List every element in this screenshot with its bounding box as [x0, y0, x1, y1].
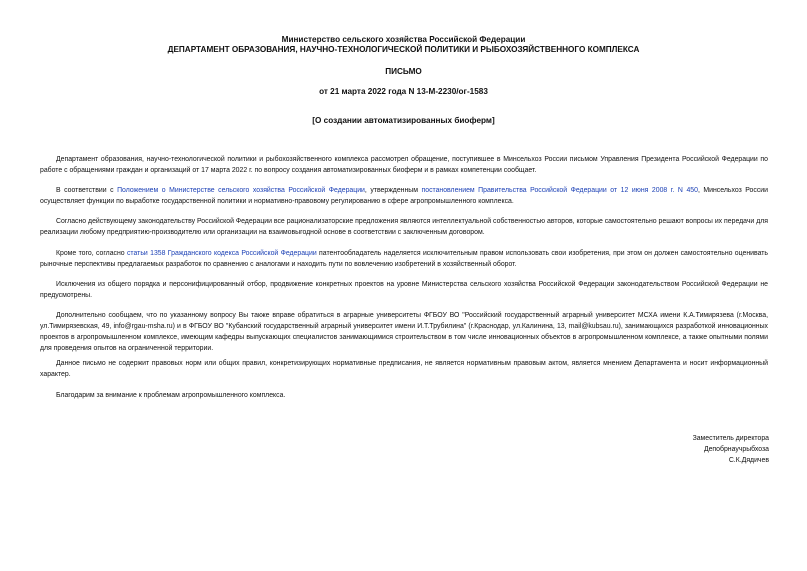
link-ministry-regulation[interactable]: Положением о Министерстве сельского хозяйства Российской Федерации: [117, 187, 365, 194]
paragraph-4-text-b: патентообладатель наделяется исключительным правом использовать свои изобретения, при этом он должен самостоятельно оценивать рыночные перспективы предлагаемых разработок по сравнению с аналогами и находить пути по вовлечению изобретений в хозяйственный оборот.: [40, 250, 769, 268]
paragraph-3: Согласно действующему законодательству Российской Федерации все рационализаторские предложения являются интеллектуальной собственностью авторов, которые самостоятельно решают вопросы их передачи для реализации любому предприятию-производителю или организации на взаимовыгодной основе в соответствии с заключенным договором.: [40, 218, 768, 236]
signature-name: С.К.Дядичев: [728, 457, 769, 464]
paragraph-7: Данное письмо не содержит правовых норм или общих правил, конкретизирующих нормативные предписания, не является нормативным правовым актом, является мнением Департамента и носит информационный характер.: [40, 360, 768, 378]
document-subject: [О создании автоматизированных биоферм]: [312, 116, 495, 125]
link-government-resolution[interactable]: постановлением Правительства Российской Федерации от 12 июня 2008 г. N 450: [421, 187, 698, 194]
paragraph-2: [40, 185, 768, 207]
paragraph-5: Исключения из общего порядка и персонифицированный отбор, продвижение конкретных проектов на уровне Министерства сельского хозяйства Российской Федерации законодательством Российской Федерации не предусмотрены.: [40, 281, 768, 299]
paragraph-2-text-c: , Минсельхоз России осуществляет функции по выработке государственной политики и нормативно-правовому регулированию в сфере агропромышленного комплекса.: [40, 187, 768, 205]
department-title: ДЕПАРТАМЕНТ ОБРАЗОВАНИЯ, НАУЧНО-ТЕХНОЛОГИЧЕСКОЙ ПОЛИТИКИ И РЫБОХОЗЯЙСТВЕННОГО КОМПЛЕКСА: [167, 45, 640, 54]
paragraph-6: Дополнительно сообщаем, что по указанному вопросу Вы также вправе обратиться в аграрные университеты ФГБОУ ВО "Российский государственный аграрный университет МСХА имени К.А.Тимирязева (г.Москва, ул.Тимирязевская, 49, info@rgau-msha.ru) и в ФГБОУ ВО "Кубанский государственный аграрный университет имени И.Т.Трубилина" (г.Краснодар, ул.Калинина, 13, mail@kubsau.ru), занимающихся разработкой инновационных проектов в агропромышленном комплексе, имеющим кафедры выпускающих специалистов занимающимися строительством в том числе инновационных объектов в агропромышленном комплексе, а также опытными полями для проведения опытов на ограниченной территории.: [40, 312, 768, 352]
paragraph-2-text-b: , утвержденным: [364, 187, 422, 194]
signature-department: Депобрнаучрыбхоза: [703, 446, 769, 453]
document-type: ПИСЬМО: [385, 67, 422, 76]
paragraph-2-text-a: В соответствии с: [56, 187, 118, 194]
paragraph-1: Департамент образования, научно-технологической политики и рыбохозяйственного комплекса рассмотрел обращение, поступившее в Минсельхоз России письмом Управления Президента Российской Федерации по работе с обращениями граждан и организаций от 17 марта 2022 г. по вопросу создания автоматизированных биоферм и в рамках компетенции сообщает.: [40, 156, 768, 174]
ministry-title: Министерство сельского хозяйства Российской Федерации: [281, 35, 526, 44]
signature-position: Заместитель директора: [692, 435, 769, 442]
link-civil-code-article[interactable]: статьи 1358 Гражданского кодекса Российской Федерации: [126, 250, 317, 257]
paragraph-8: Благодарим за внимание к проблемам агропромышленного комплекса.: [56, 392, 286, 399]
paragraph-4-text-a: Кроме того, согласно: [56, 250, 127, 257]
paragraph-4: [40, 248, 768, 270]
document-date-number: от 21 марта 2022 года N 13-М-2230/ог-1583: [319, 87, 488, 96]
